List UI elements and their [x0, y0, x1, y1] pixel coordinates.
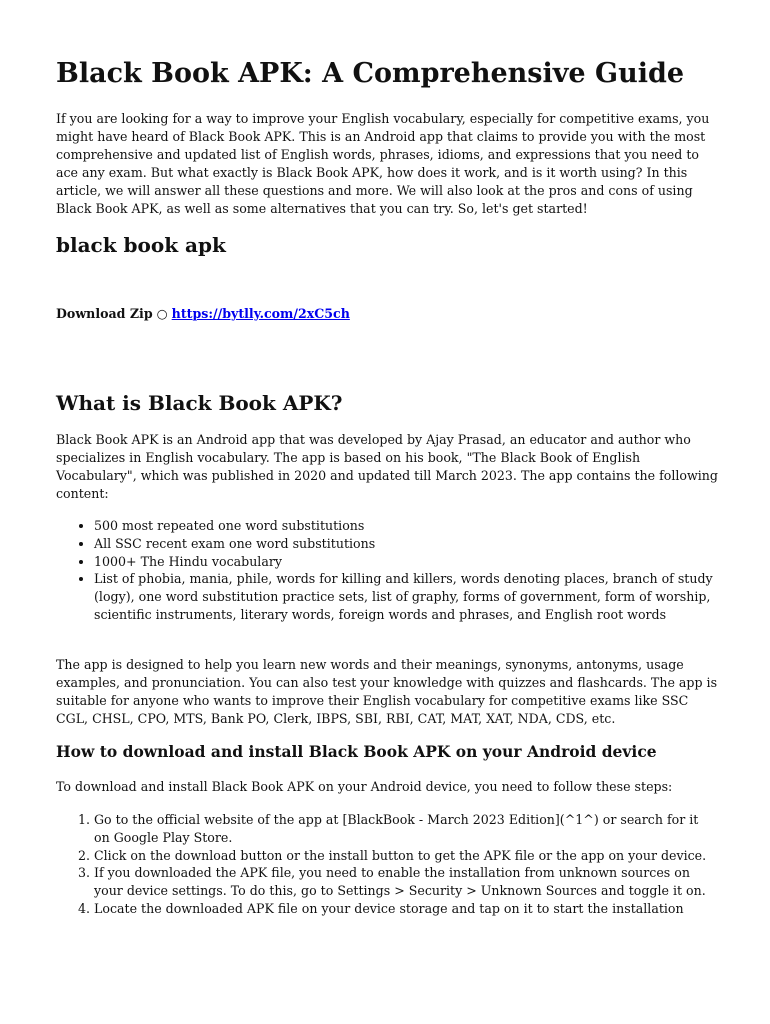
- what-paragraph-2: The app is designed to help you learn new words and their meanings, synonyms, antonyms, usage examples, and pronunciation. You can also test your knowledge with quizzes and flashcards. The app is suitable for anyone who wants to improve their English vocabulary for competitive exams like SSC CGL, CHSL, CPO, MTS, Bank PO, Clerk, IBPS, SBI, RBI, CAT, MAT, XAT, NDA, CDS, etc.: [56, 657, 718, 726]
- install-paragraph: To download and install Black Book APK on your Android device, you need to follow these steps:: [56, 779, 673, 794]
- intro-paragraph: If you are looking for a way to improve your English vocabulary, especially for competitive exams, you might have heard of Black Book APK. This is an Android app that claims to provide you with the most comprehensive and updated list of English words, phrases, idioms, and expressions that you need to ace any exam. But what exactly is Black Book APK, how does it work, and is it worth using? In this article, we will answer all these questions and more. We will also look at the pros and cons of using Black Book APK, as well as some alternatives that you can try. So, let's get started!: [56, 111, 710, 216]
- circle-icon: ○: [156, 306, 168, 321]
- section-heading-what: What is Black Book APK?: [56, 391, 343, 415]
- section-heading-install: How to download and install Black Book APK on your Android device: [56, 742, 657, 761]
- page-title: Black Book APK: A Comprehensive Guide: [56, 58, 685, 89]
- download-label: Download Zip: [56, 306, 153, 321]
- keyword-heading: black book apk: [56, 233, 226, 257]
- download-link[interactable]: https://bytlly.com/2xC5ch: [171, 306, 350, 321]
- step-item: 3. If you downloaded the APK file, you need to enable the installation from unknown sources on your device settings. To do this, go to Settings > Security > Unknown Sources and toggle it on.: [94, 864, 716, 900]
- list-item: • 1000+ The Hindu vocabulary: [94, 553, 716, 571]
- list-item: • 500 most repeated one word substitutions: [94, 517, 716, 535]
- install-steps: [56, 811, 716, 918]
- step-item: 2. Click on the download button or the install button to get the APK file or the app on your device.: [94, 847, 716, 865]
- what-paragraph: Black Book APK is an Android app that was developed by Ajay Prasad, an educator and author who specializes in English vocabulary. The app is based on his book, "The Black Book of English Vocabulary", which was published in 2020 and updated till March 2023. The app contains the following content:: [56, 432, 718, 501]
- download-line: [56, 305, 350, 323]
- step-item: 4. Locate the downloaded APK file on your device storage and tap on it to start the installation: [94, 900, 716, 918]
- content-list: [56, 517, 716, 624]
- step-item: 1. Go to the official website of the app at [BlackBook - March 2023 Edition](^1^) or search for it on Google Play Store.: [94, 811, 716, 847]
- list-item: • List of phobia, mania, phile, words for killing and killers, words denoting places, branch of study (logy), one word substitution practice sets, list of graphy, forms of government, form of worship, scientific instruments, literary words, foreign words and phrases, and English root words: [94, 570, 716, 623]
- list-item: • All SSC recent exam one word substitutions: [94, 535, 716, 553]
